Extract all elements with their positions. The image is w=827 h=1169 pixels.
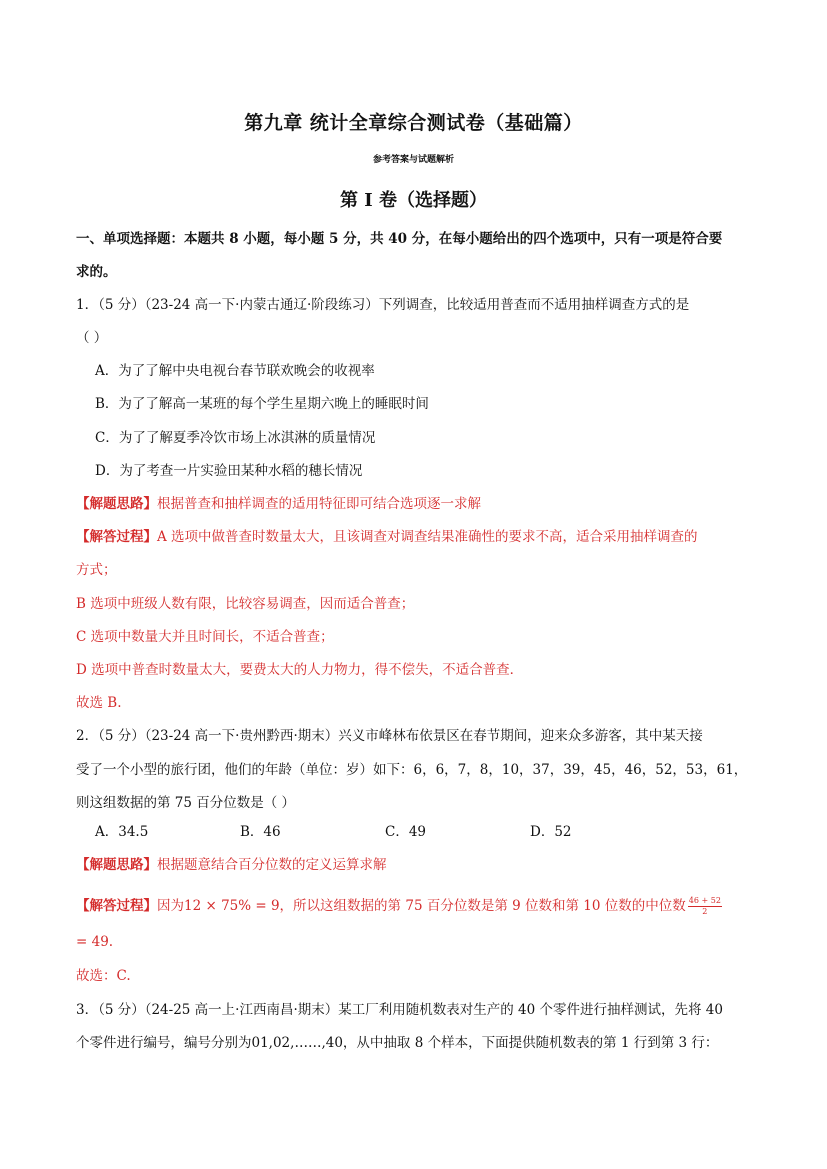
q1-option-c: C．为了了解夏季冷饮市场上冰淇淋的质量情况: [95, 430, 376, 446]
solution-idea-text: 根据普查和抽样调查的适用特征即可结合选项逐一求解: [157, 496, 481, 512]
solution-idea-tag: 【解题思路】: [76, 496, 157, 512]
q2-solution-idea: [76, 855, 756, 875]
solution-process-text: A 选项中做普查时数量太大，且该调查对调查结果准确性的要求不高，适合采用抽样调查的: [157, 529, 698, 545]
q1-solution-line-3: B 选项中班级人数有限，比较容易调查，因而适合普查；: [76, 596, 415, 612]
q2-stem-line-2: 受了一个小型的旅行团，他们的年龄（单位：岁）如下：6，6，7，8，10，37，39，45，46，52，53，61，: [76, 762, 748, 778]
q1-option-d: D．为了考查一片实验田某种水稻的穗长情况: [95, 463, 363, 479]
solution-process-text: 因为12 × 75% = 9，所以这组数据的第 75 百分位数是第 9 位数和第 10 位数的中位数: [157, 898, 686, 914]
solution-process-tag: 【解答过程】: [76, 529, 157, 545]
q1-solution-line-4: C 选项中数量大并且时间长，不适合普查；: [76, 629, 334, 645]
solution-idea-tag: 【解题思路】: [76, 857, 157, 873]
q2-answer: 故选：C.: [76, 968, 131, 984]
q2-options: [95, 822, 715, 842]
fraction-denominator: 2: [702, 907, 708, 916]
document-title: 第九章 统计全章综合测试卷（基础篇）: [244, 112, 583, 134]
q3-stem-line-2: 个零件进行编号，编号分别为01,02,……,40，从中抽取 8 个样本，下面提供随机数表的第 1 行到第 3 行：: [76, 1035, 719, 1051]
solution-process-tag: 【解答过程】: [76, 898, 157, 914]
q1-solution-process: [76, 527, 756, 547]
q2-option-b: B．46: [240, 824, 281, 840]
q1-solution-line-2: 方式；: [76, 562, 117, 578]
q1-solution-idea: [76, 494, 756, 514]
q1-option-b: B．为了了解高一某班的每个学生星期六晚上的睡眠时间: [95, 396, 429, 412]
instructions-line-2: 求的。: [76, 264, 117, 280]
q1-stem-line-2: （ ）: [76, 330, 108, 346]
q2-solution-process: [76, 894, 756, 918]
q1-option-a: A．为了了解中央电视台春节联欢晚会的收视率: [95, 363, 375, 379]
q2-option-c: C．49: [385, 824, 427, 840]
q1-solution-line-5: D 选项中普查时数量太大，要费太大的人力物力，得不偿失，不适合普查．: [76, 662, 524, 678]
section-title: 第 I 卷（选择题）: [340, 190, 487, 211]
q2-solution-line-2: = 49.: [76, 934, 114, 950]
instructions-line-1: 一、单项选择题：本题共 8 小题，每小题 5 分，共 40 分，在每小题给出的四个选项中，只有一项是符合要: [76, 231, 723, 247]
fraction-numerator: 46 + 52: [688, 896, 721, 905]
q1-stem-line-1: 1．（5 分）（23-24 高一下·内蒙古通辽·阶段练习）下列调查，比较适用普查而不适用抽样调查方式的是: [76, 297, 690, 313]
q2-stem-line-1: 2．（5 分）（23-24 高一下·贵州黔西·期末）兴义市峰林布依景区在春节期间，迎来众多游客，其中某天接: [76, 728, 703, 744]
q2-option-a: A．34.5: [95, 824, 149, 840]
q1-answer: 故选 B.: [76, 695, 122, 711]
q2-stem-line-3: 则这组数据的第 75 百分位数是（ ）: [76, 795, 296, 811]
solution-idea-text: 根据题意结合百分位数的定义运算求解: [157, 857, 387, 873]
q2-option-d: D．52: [530, 824, 572, 840]
document-subtitle: 参考答案与试题解析: [372, 155, 454, 165]
q3-stem-line-1: 3．（5 分）（24-25 高一上·江西南昌·期末）某工厂利用随机数表对生产的 40 个零件进行抽样测试，先将 40: [76, 1002, 723, 1018]
fraction: [688, 896, 722, 917]
